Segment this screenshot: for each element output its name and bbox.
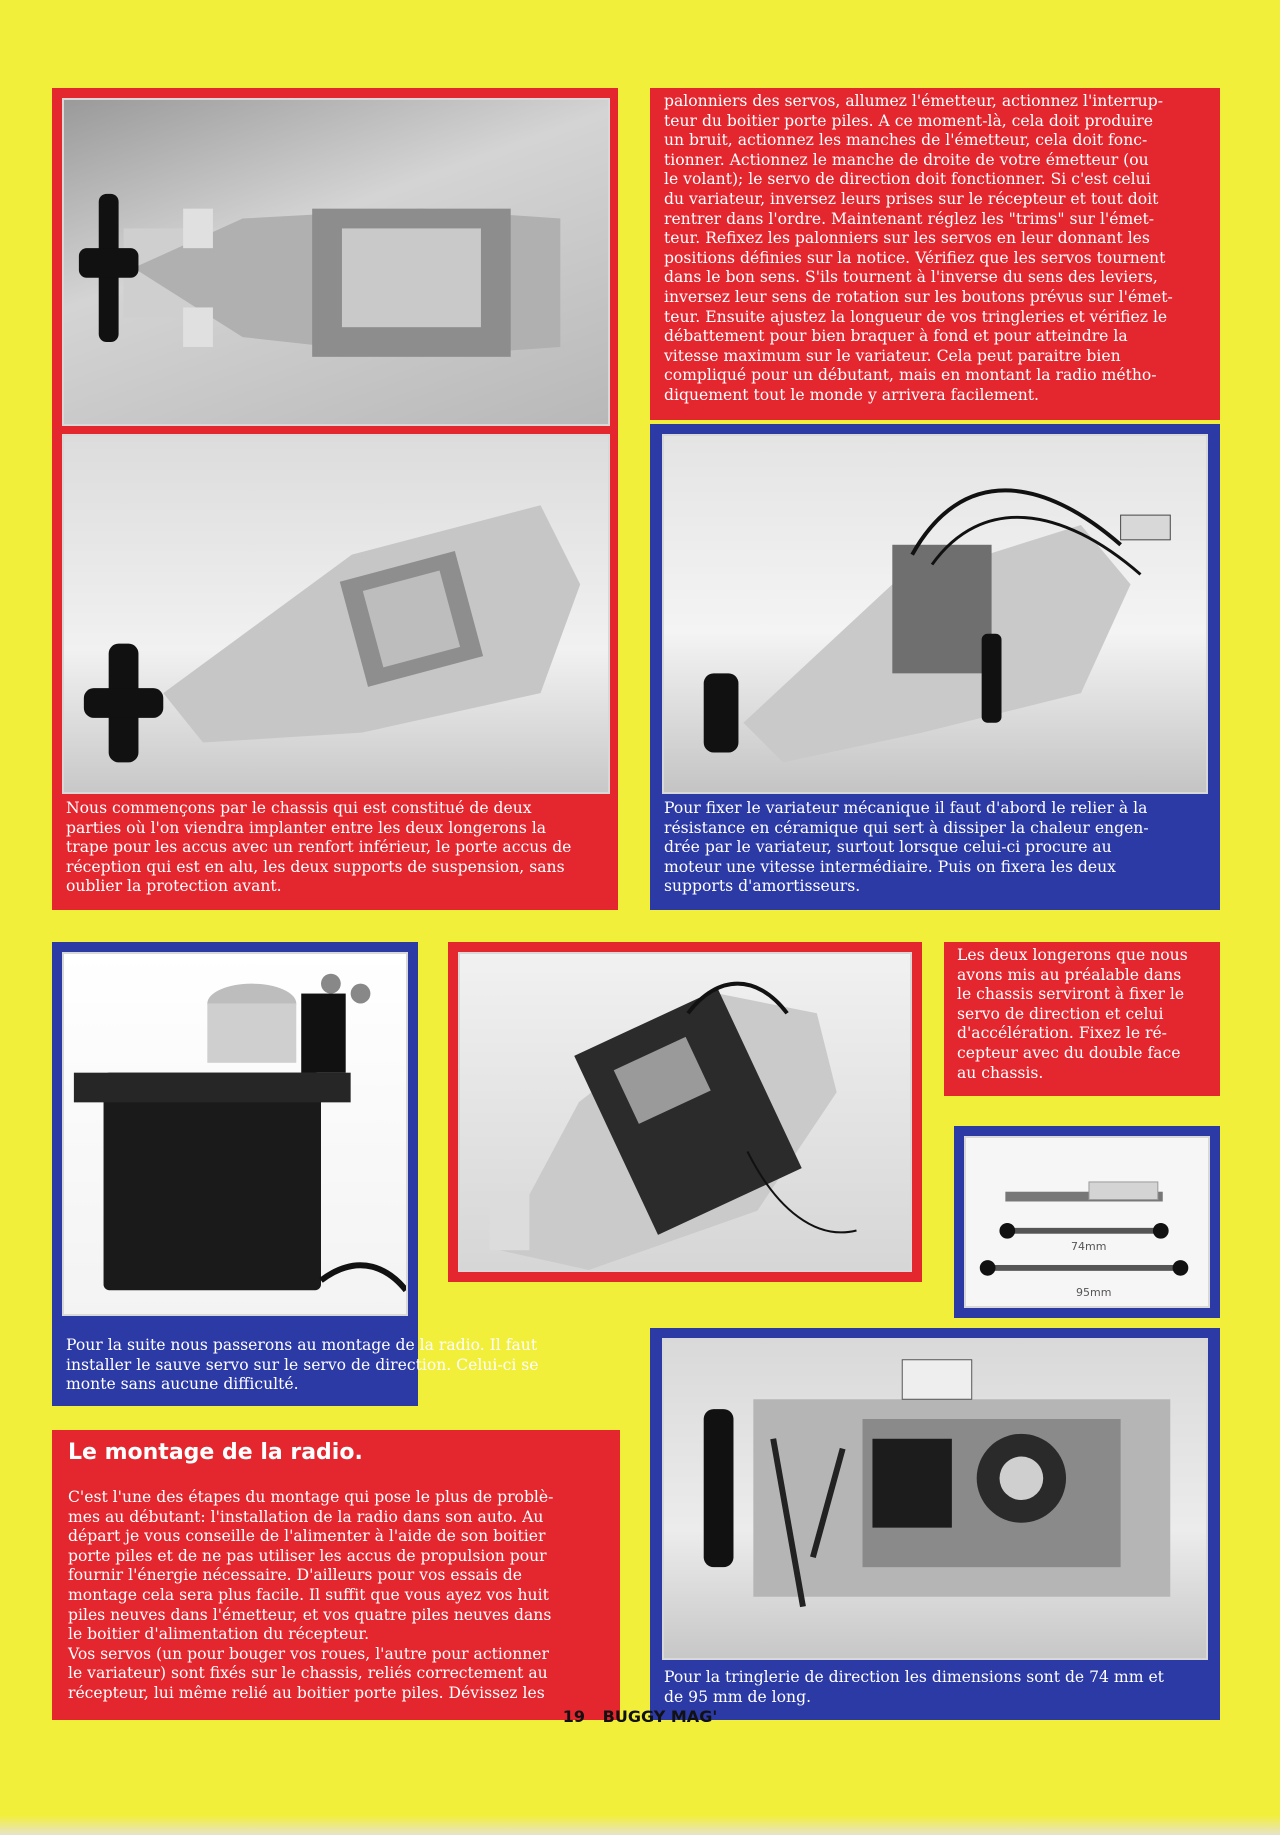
- variateur-photo: [662, 434, 1208, 794]
- chassis-side-view-photo: [62, 434, 610, 794]
- tringlerie-caption: Pour la tringlerie de direction les dimensions sont de 74 mm et de 95 mm de long.: [664, 1668, 1164, 1706]
- article-heading: Le montage de la radio.: [68, 1440, 363, 1465]
- variateur-caption: Pour fixer le variateur mécanique il faut d'abord le relier à la résistance en céramique qui sert à dissiper la chaleur engen- drée par le variateur, surtout lorsque celui-ci procure au moteur une vitesse intermédiaire. Puis on fixera les deux supports d'amortisseurs.: [664, 799, 1149, 896]
- page-number: 19: [562, 1707, 586, 1726]
- rod-short-label: 74mm: [1071, 1240, 1107, 1253]
- tringlerie-photo: [662, 1338, 1208, 1660]
- rod-long-label: 95mm: [1076, 1286, 1112, 1299]
- servo-photo: [62, 952, 408, 1316]
- chassis-top-view-photo: [62, 98, 610, 426]
- radio-setup-text: palonniers des servos, allumez l'émetteur, actionnez l'interrup- teur du boitier porte piles. A ce moment-là, cela doit produire un bruit, actionnez les manches de l'émetteur, cela doit fonc- tionner. Actionnez le manche de droite de votre émetteur (ou le volant); le servo de direction doit fonctionner. Si c'est celui du variateur, inversez leurs prises sur le récepteur et tout doit rentrer dans l'ordre. Maintenant réglez les "trims" sur l'émet- teur. Refixez les palonniers sur les servos en leur donnant les positions définies sur la notice. Vérifiez que les servos tournent dans le bon sens. S'ils tournent à l'inverse du sens des leviers, inversez leur sens de rotation sur les boutons prévus sur l'émet- teur. Ensuite ajustez la longueur de vos tringleries et vérifiez le débattement pour bien braquer à fond et pour atteindre la vitesse maximum sur le variateur. Cela peut paraitre bien compliqué pour un débutant, mais en montant la radio métho- diquement tout le monde y arrivera facilement.: [664, 92, 1173, 404]
- article-body: C'est l'une des étapes du montage qui pose le plus de problè- mes au débutant: l'installation de la radio dans son auto. Au départ je vous conseille de l'alimenter à l'aide de son boitier porte piles et de ne pas utiliser les accus de propulsion pour fournir l'énergie nécessaire. D'ailleurs pour vos essais de montage cela sera plus facile. Il suffit que vous ayez vos huit piles neuves dans l'émetteur, et vos quatre piles neuves dans le boitier d'alimentation du récepteur. Vos servos (un pour bouger vos roues, l'autre pour actionner le variateur) sont fixés sur le chassis, reliés correctement au récepteur, lui même relié au boitier porte piles. Dévissez les: [68, 1488, 554, 1702]
- chassis-caption: Nous commençons par le chassis qui est constitué de deux parties où l'on viendra implanter entre les deux longerons la trape pour les accus avec un renfort inférieur, le porte accus de réception qui est en alu, les deux supports de suspension, sans oublier la protection avant.: [66, 799, 572, 896]
- magazine-name: BUGGY MAG': [602, 1707, 718, 1726]
- radio-intro-caption: Pour la suite nous passerons au montage de la radio. Il faut installer le sauve servo sur le servo de direction. Celui-ci se monte sans aucune difficulté.: [66, 1336, 539, 1394]
- longerons-caption: Les deux longerons que nous avons mis au préalable dans le chassis serviront à fixer le servo de direction et celui d'accélération. Fixez le ré- cepteur avec du double face au chassis.: [957, 946, 1188, 1082]
- chassis-servos-photo: [458, 952, 912, 1272]
- page-footer: [0, 1707, 1280, 1726]
- scan-edge: [0, 1815, 1280, 1835]
- rods-photo: [964, 1136, 1210, 1308]
